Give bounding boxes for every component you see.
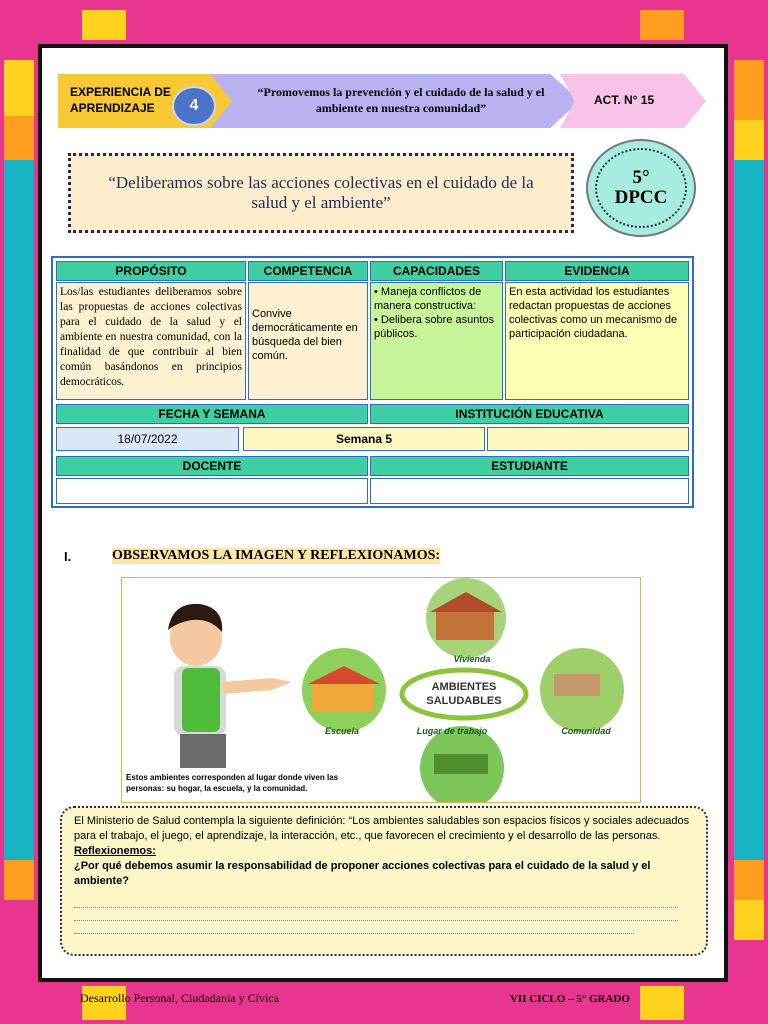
fecha-value: 18/07/2022: [56, 427, 239, 451]
experiencia-number-badge: 4: [172, 86, 216, 126]
header-proposito: PROPÓSITO: [56, 261, 246, 281]
border-block: [640, 986, 684, 1020]
healthy-environments-image: [121, 577, 641, 803]
boy-illustration: [168, 604, 292, 768]
header-estudiante: ESTUDIANTE: [370, 456, 689, 476]
footer-course: Desarrollo Personal, Ciudadanía y Cívica: [80, 991, 279, 1005]
experiencia-title: “Promovemos la prevención y el cuidado de la salud y el ambiente en nuestra comunidad”: [257, 85, 545, 115]
header-competencia: COMPETENCIA: [248, 261, 368, 281]
docente-value[interactable]: [56, 478, 368, 504]
border-block: [4, 60, 34, 116]
capacidad-item: • Delibera sobre asuntos públicos.: [374, 314, 495, 340]
illustration: [122, 578, 640, 802]
footer-grade: VII CICLO – 5° GRADO: [510, 993, 630, 1005]
border-block: [734, 900, 764, 940]
competencia-text: Convive democráticamente en búsqueda del bien común.: [248, 282, 368, 400]
header-fecha: FECHA Y SEMANA: [56, 404, 368, 424]
label-trabajo: Lugar de trabajo: [416, 726, 488, 736]
center-label-line1: AMBIENTES: [431, 681, 497, 693]
border-block: [734, 860, 764, 900]
center-label-line2: SALUDABLES: [426, 695, 502, 707]
header-capacidades: CAPACIDADES: [370, 261, 503, 281]
border-block: [4, 160, 34, 860]
border-block: [640, 10, 684, 40]
header-evidencia: EVIDENCIA: [505, 261, 689, 281]
info-table: [51, 256, 694, 508]
label-comunidad: Comunidad: [561, 726, 611, 736]
section-title: OBSERVAMOS LA IMAGEN Y REFLEXIONAMOS:: [112, 548, 441, 563]
capacidades-cell: [370, 282, 503, 400]
estudiante-value[interactable]: [370, 478, 689, 504]
border-block: [4, 860, 34, 900]
reflexion-label: Reflexionemos:: [74, 845, 156, 857]
border-block: [734, 160, 764, 860]
header-institucion: INSTITUCIÓN EDUCATIVA: [370, 404, 689, 424]
activity-title: “Deliberamos sobre las acciones colectivas en el cuidado de la salud y el ambiente”: [68, 153, 574, 233]
border-block: [4, 116, 34, 160]
grade-seal: [586, 139, 696, 237]
act-label: ACT. N° 15: [594, 93, 655, 107]
image-caption: Estos ambientes corresponden al lugar donde viven las personas: su hogar, la escuela, y la comunidad.: [126, 773, 339, 793]
seal-course: DPCC: [614, 187, 668, 208]
section-number: I.: [64, 549, 72, 564]
reflexion-question: ¿Por qué debemos asumir la responsabilidad de proponer acciones colectivas para el cuidado de la salud y el ambiente?: [74, 860, 651, 887]
border-block: [82, 10, 126, 40]
semana-value: Semana 5: [243, 427, 485, 451]
evidencia-text: En esta actividad los estudiantes redactan propuestas de acciones colectivas como un mecanismo de participación ciudadana.: [505, 282, 689, 400]
seal-grade: 5°: [632, 167, 650, 189]
proposito-text: Los/las estudiantes deliberamos sobre las propuestas de acciones colectivas para el cuidado de la salud y el ambiente en nuestra comunidad, con la finalidad de que contribuir al bien común basándonos en principios democráticos.: [56, 282, 246, 400]
institucion-value[interactable]: [487, 427, 689, 451]
definition-text: El Ministerio de Salud contempla la siguiente definición: “Los ambientes saludables son espacios físicos y sociales adecuados para el trabajo, el juego, el aprendizaje, la interacción, etc., que favorecen el crecimiento y el desarrollo de las personas.: [74, 815, 690, 842]
capacidad-item: • Maneja conflictos de manera constructiva:: [374, 286, 482, 312]
definition-box: [60, 806, 708, 956]
header-docente: DOCENTE: [56, 456, 368, 476]
border-block: [734, 60, 764, 120]
label-escuela: Escuela: [324, 726, 360, 736]
experiencia-label: EXPERIENCIA DE APRENDIZAJE: [70, 85, 171, 115]
label-vivienda: Vivienda: [453, 654, 491, 664]
answer-lines[interactable]: [74, 895, 694, 934]
border-block: [734, 120, 764, 160]
